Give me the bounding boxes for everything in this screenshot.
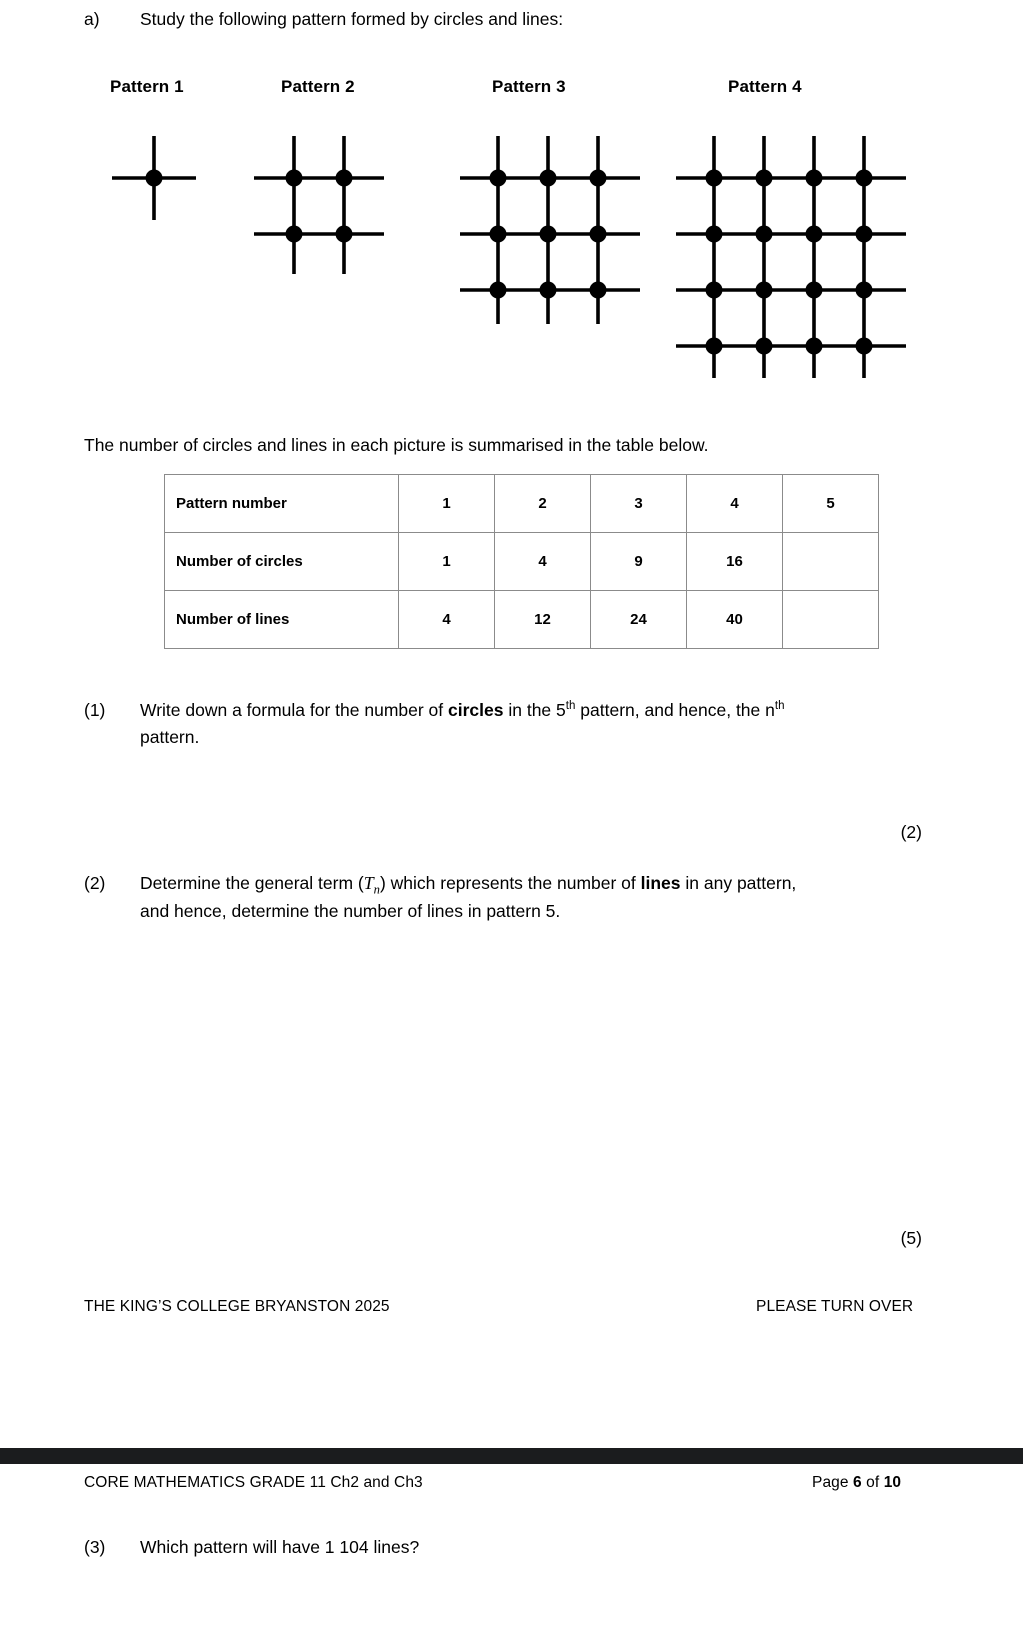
q1-ordinal-th-1: th — [565, 700, 576, 713]
sub-question-2-marks: (5) — [900, 1228, 922, 1248]
q1-text-part-b: in the 5 — [503, 700, 566, 720]
footer-subject-line: CORE MATHEMATICS GRADE 11 Ch2 and Ch3 — [84, 1474, 423, 1491]
sub-question-2 — [84, 870, 964, 925]
sub-question-1-marks: (2) — [900, 822, 922, 842]
q2-symbol-t: T — [363, 873, 374, 893]
pattern-summary-table — [164, 474, 879, 649]
page-current: 6 — [853, 1474, 862, 1491]
sub-question-3-text: Which pattern will have 1 104 lines? — [140, 1537, 420, 1557]
q1-ordinal-th-2: th — [774, 700, 785, 713]
cell-pattern-number-3: 3 — [591, 475, 687, 533]
table-row — [165, 591, 879, 649]
page-total: 10 — [883, 1474, 902, 1491]
cell-pattern-number-2: 2 — [495, 475, 591, 533]
sub-question-3 — [84, 1534, 964, 1561]
sub-question-1 — [84, 697, 964, 751]
cell-circles-2: 4 — [495, 533, 591, 591]
cell-lines-2: 12 — [495, 591, 591, 649]
table-row — [165, 475, 879, 533]
cell-lines-1: 4 — [399, 591, 495, 649]
cell-pattern-number-4: 4 — [687, 475, 783, 533]
sub-question-2-label: (2) — [84, 873, 106, 893]
cell-lines-4: 40 — [687, 591, 783, 649]
footer-school-name: THE KING’S COLLEGE BRYANSTON 2025 — [84, 1298, 390, 1315]
page-label-prefix: Page — [812, 1474, 854, 1491]
q2-symbol-n-subscript: n — [373, 882, 380, 897]
cell-circles-4: 16 — [687, 533, 783, 591]
q2-text-part-b: ) which represents the number of — [379, 873, 641, 893]
pattern-3-caption: Pattern 3 — [492, 77, 566, 96]
footer-turn-over: PLEASE TURN OVER — [756, 1298, 914, 1315]
pattern-4-caption: Pattern 4 — [728, 77, 802, 96]
q2-text-part-c: in any pattern, — [680, 873, 797, 893]
pattern-2-caption: Pattern 2 — [281, 77, 355, 96]
question-a-text: Study the following pattern formed by circles and lines: — [140, 9, 564, 29]
q2-keyword-lines: lines — [640, 873, 681, 893]
pattern-3-figure — [452, 122, 648, 330]
q1-keyword-circles: circles — [448, 700, 504, 720]
cell-circles-3: 9 — [591, 533, 687, 591]
sub-question-1-text — [140, 697, 785, 751]
question-a-label: a) — [84, 9, 100, 29]
page-separator-bar — [0, 1448, 1023, 1464]
pattern-2-figure — [246, 122, 392, 280]
cell-pattern-number-1: 1 — [399, 475, 495, 533]
footer-page-number — [812, 1474, 901, 1492]
question-a — [84, 6, 944, 33]
page-label-mid: of — [861, 1474, 884, 1491]
row-header-number-of-circles: Number of circles — [165, 533, 399, 591]
row-header-pattern-number: Pattern number — [165, 475, 399, 533]
sub-question-1-label: (1) — [84, 700, 106, 720]
sub-question-3-label: (3) — [84, 1537, 106, 1557]
cell-circles-5[interactable] — [783, 533, 879, 591]
cell-lines-5[interactable] — [783, 591, 879, 649]
row-header-number-of-lines: Number of lines — [165, 591, 399, 649]
pattern-4-figure — [668, 122, 914, 384]
cell-pattern-number-5: 5 — [783, 475, 879, 533]
pattern-1-figure — [104, 122, 204, 232]
pattern-1-caption: Pattern 1 — [110, 77, 184, 96]
q2-text-line-2: and hence, determine the number of lines in pattern 5. — [140, 900, 561, 921]
q1-text-part-a: Write down a formula for the number of — [140, 700, 449, 720]
q1-text-line-2: pattern. — [140, 727, 200, 748]
q1-text-part-c: pattern, and hence, the n — [575, 700, 775, 720]
cell-lines-3: 24 — [591, 591, 687, 649]
q2-text-part-a: Determine the general term ( — [140, 873, 364, 893]
table-row — [165, 533, 879, 591]
table-intro-text: The number of circles and lines in each picture is summarised in the table below. — [84, 435, 709, 455]
cell-circles-1: 1 — [399, 533, 495, 591]
sub-question-2-text — [140, 870, 796, 925]
